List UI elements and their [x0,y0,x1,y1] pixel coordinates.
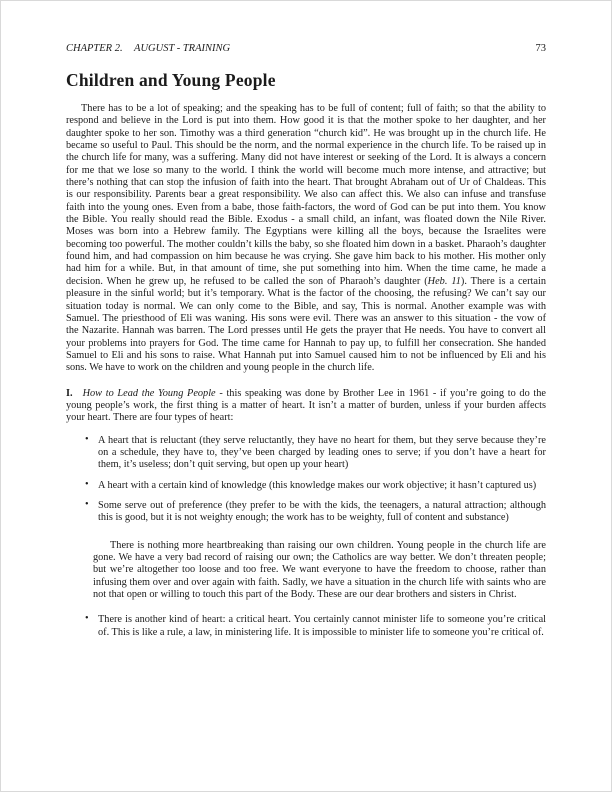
bullet-icon: • [85,498,89,510]
chapter-number-label: CHAPTER 2. [66,43,123,54]
intro-text-before-ref: There has to be a lot of speaking; and the speaking has to be full of content; full of faith; so that the ability to respond and believe in the Lord is put into them. How good it is that the mother spoke to her daughter, and her daughter spoke to her son. Timothy was a third generation “church kid”. He was brought up in the church life. He became so useful to Paul. This should be the norm, and the normal experience in the church life. To be raised up in the church life for many, was a suffering. Many did not have interest or seeking of the Lord. It is always a concern for me that we lose so many to the world. I think the world will become much more intense, and attractive; but there’s nothing that can stop the infusion of faith into the heart. That brought Abraham out of Ur of Chaldeas. This is our responsibility. Parents bear a great responsibility. We also can affect this. We also can infuse and transfuse faith into the young ones. Even from a babe, those faith-factors, the word of God can be put into them. You know the Bible. You really should read the Bible. Exodus - a small child, an infant, was floated down the Nile River. Moses was born into a Hebrew family. The Egyptians were killing all the boys, because the Israelites were becoming too powerful. The mother couldn’t kills the baby, so she floated him down in a basket. Pharaoh’s daughter found him, and had compassion on him because he was crying. She gave him back to his mother. His mother only had him for a while. But, in that amount of time, she put something into him. When the time came, he made a decision. When he grew up, he refused to be called the son of Pharaoh’s daughter ( [66,103,546,287]
chapter-title-label: AUGUST - TRAINING [134,43,231,54]
scripture-reference: Heb. 11 [427,275,461,287]
intro-paragraph [66,103,546,375]
list-item-preference-heart [66,500,546,525]
section-body-text: - this speaking was done by Brother Lee in 1961 - if you’re going to do the young people’s work, the first thing is a matter of heart. It isn’t a matter of burden, unless if your burden affects your heart. There are four types of heart: [66,387,546,424]
list-item-knowledge-heart [66,480,546,492]
reflection-paragraph: There is nothing more heartbreaking than raising our own children. Young people in the church life are gone. We have a very bad record of raising our own; the Catholics are way better. We don’t threaten people; but we’re altogether too loose and too free. We want everyone to have the freedom to choose, rather than infusing them over and over again with faith. Sadly, we have a situation in the church life with saints who are not that open or willing to touch this part of the Body. These are our dear brothers and sisters in Christ. [93,539,546,601]
page-header [66,43,546,55]
intro-text-after-ref: ). There is a certain pleasure in the sinful world; but it’s temporary. What is the factor of the choosing, the refusing? We can’t say our situation today is normal. We can only come to the Bible, and say, This is normal. Another example was with Samuel. The priesthood of Eli was waning. His sons were evil. There was an answer to this situation - the vow of the Nazarite. Hannah was barren. The Lord presses until He gets the prayer that He needs. You have to convert all your problems into prayers for God. The time came for Hannah to pay up, to fulfill her consecration. She handed Samuel to Eli and his sons to raise. What Hannah put into Samuel caused him to not be influenced by Eli and his sons. We have to work on the children and young people in the church life. [66,275,546,374]
page-title: Children and Young People [66,70,276,90]
list-item-critical-heart [66,614,546,639]
list-item-text: A heart with a certain kind of knowledge (this knowledge makes our work objective; it hasn’t captured us) [98,479,537,491]
bullet-icon: • [85,478,89,490]
list-item-text: A heart that is reluctant (they serve reluctantly, they have no heart for them, but they serve because they’re on a schedule, they have to, they’ve been charged by leading ones to serve; if you don’t have a heart for them, it’s useless; don’t quit serving, but open up your heart) [98,434,546,471]
list-item-reluctant-heart [66,435,546,472]
section-title: How to Lead the Young People [82,387,216,399]
running-head-chapter [66,43,230,55]
page-number: 73 [535,43,546,54]
heart-types-list [66,435,546,639]
bullet-icon: • [85,433,89,445]
list-item-text: Some serve out of preference (they prefer to be with the kids, the teenagers, a natural attraction; although this is good, but it is not weighty enough; the work has to be weighty, full of content and substance) [98,499,546,524]
bullet-icon: • [85,613,89,625]
section-heading-paragraph [66,388,546,425]
list-item-text: There is another kind of heart: a critical heart. You certainly cannot minister life to someone you’re critical of. This is like a rule, a law, in ministering life. It is impossible to minister life to someone you’re critical of. [98,614,546,638]
section-number-label: I. [66,387,73,399]
